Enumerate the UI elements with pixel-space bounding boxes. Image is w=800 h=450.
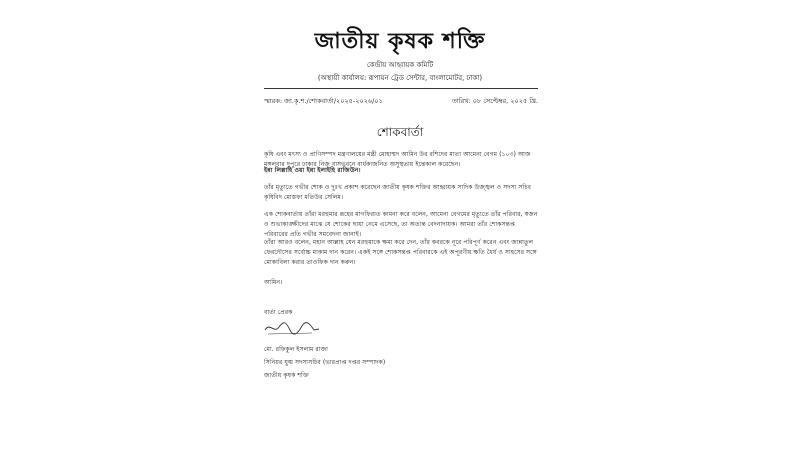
document-heading: শোকবার্তা (376, 125, 424, 139)
sender-title: সিনিয়র যুগ্ম সদস্যসচিব (ভারপ্রাপ্ত দপ্তর সম্পাদক) (264, 359, 386, 366)
paragraph-condolence: তাঁর মৃত্যুতে গভীর শোক ও দুঃখ প্রকাশ করেছেন জাতীয় কৃষক শক্তির আহ্বায়ক সাদিক উজ্জ্বল ও সদস্য সচিব কৃষিবিদ মোস্তফা মতিউর সেলিম। (264, 184, 531, 201)
paragraph-announcement: কৃষি এবং মৎস্য ও প্রাণিসম্পদ মন্ত্রণালয়ের মন্ত্রী মোহাম্মদ আমিন উর রশিদের মাতা আমেনা বেগম (১০৩) আজ মঙ্গলবার দুপুরে ঢাকার নিজ বাসভবনে বার্ধক্যজনিত অসুস্থতায় ইন্তেকাল করেছেন। (264, 151, 531, 168)
closing-text: আমিন। (264, 279, 283, 286)
sender-organization: জাতীয় কৃষক শক্তি (264, 372, 309, 379)
paragraph-statement: এক শোকবার্তায় তাঁরা মরহুমার রূহের মাগফিরাত কামনা করে বলেন, আমেনা বেগমের মৃত্যুতে তাঁর পরিবার, স্বজন ও শুভাকাঙ্ক্ষীদের মাঝে যে শোকের ছায়া নেমে এসেছে, তা অত্যন্ত বেদনাদায়ক। আমরা তাঁর শোকসন্তপ্ত পরিবারের প্রতি গভীর সমবেদনা জানাই। (264, 211, 538, 238)
paragraph-prayer: ইন্না লিল্লাহি ওয়া ইন্না ইলাইহি রাজিউন। (264, 167, 361, 174)
header-divider (264, 88, 538, 89)
reference-number: স্মারক: জা.কৃ.শ./শোকবার্তা/২০২৫-২০২৬/০১ (264, 97, 383, 105)
sender-label: বার্তা প্রেরক (264, 309, 293, 316)
office-address: (অস্থায়ী কার্যালয়: রূপায়ন ট্রেড সেন্টার, বাংলামোটর, ঢাকা) (317, 74, 483, 82)
paragraph-prayer-statement: তাঁরা আরও বলেন, মহান আল্লাহ যেন মরহুমাকে ক্ষমা করে দেন, তাঁর কবরকে নূরে পরিপূর্ণ করেন এবং জান্নাতুল ফেরদৌসের সর্বোচ্চ মাকাম দান করেন। একই সঙ্গে শোকসন্তপ্ত পরিবারকে এই অপূরণীয় ক্ষতি ধৈর্য ও সাহসের সঙ্গে মোকাবিলা করার তাওফিক দান করুন। (264, 239, 537, 266)
document-date: তারিখ: ০৮ সেপ্টেম্বর, ২০২৫ খ্রি. (452, 97, 538, 105)
committee-name: কেন্দ্রীয় আহ্বায়ক কমিটি (366, 61, 434, 69)
organization-title: জাতীয় কৃষক শক্তি (314, 29, 486, 54)
sender-name: মো. রফিকুল ইসলাম রাজা (264, 346, 328, 353)
signature-image (262, 318, 322, 338)
